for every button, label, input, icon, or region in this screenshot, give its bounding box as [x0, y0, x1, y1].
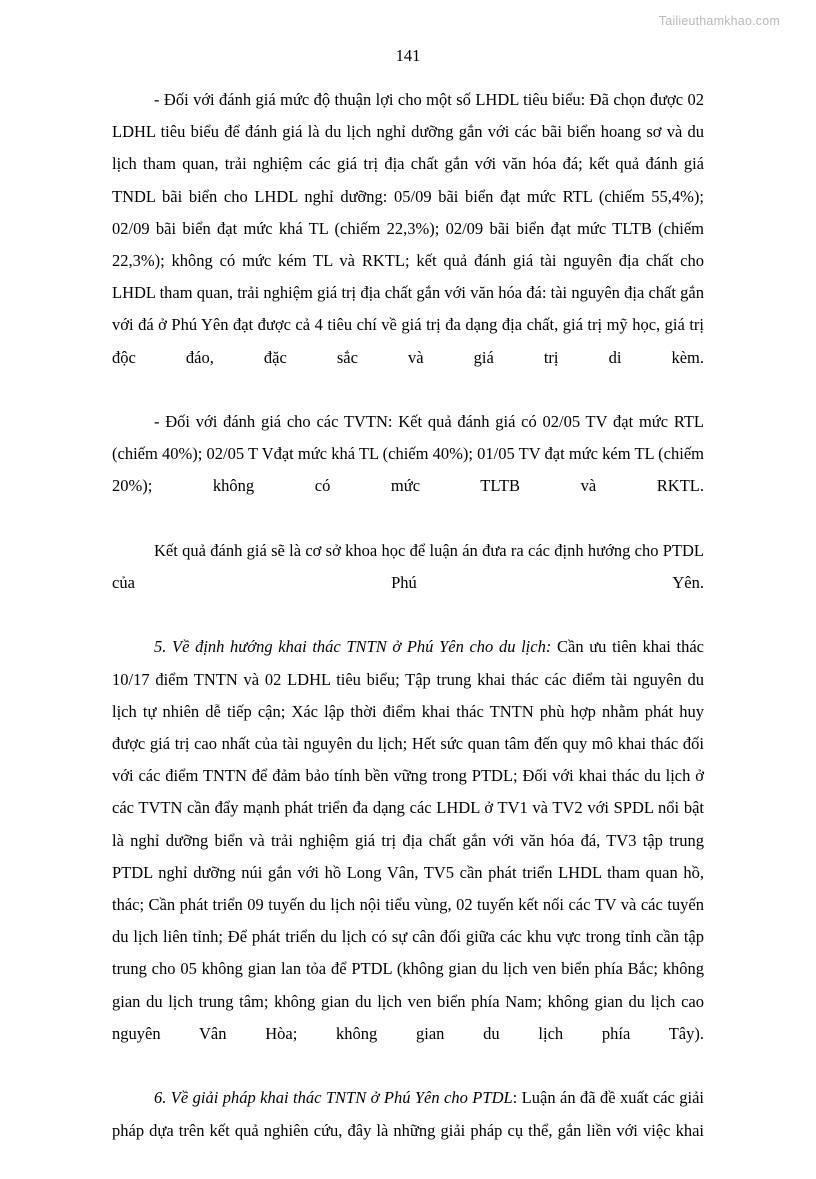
paragraph-2 [112, 406, 704, 535]
paragraph-1-text: - Đối với đánh giá mức độ thuận lợi cho một số LHDL tiêu biểu: Đã chọn được 02 LDHL tiêu biểu để đánh giá là du lịch nghỉ dưỡng gắn với các bãi biển hoang sơ và du lịch tham quan, trải nghiệm các giá trị địa chất gắn với văn hóa đá; kết quả đánh giá TNDL bãi biển cho LHDL nghỉ dưỡng: 05/09 bãi biển đạt mức RTL (chiếm 55,4%); 02/09 bãi biển đạt mức khá TL (chiếm 22,3%); 02/09 bãi biển đạt mức TLTB (chiếm 22,3%); không có mức kém TL và RKTL; kết quả đánh giá tài nguyên địa chất cho LHDL tham quan, trải nghiệm giá trị địa chất gắn với văn hóa đá: tài nguyên địa chất gắn với đá ở Phú Yên đạt được cả 4 tiêu chí về giá trị đa dạng địa chất, giá trị mỹ học, giá trị độc đáo, đặc sắc và giá trị di kèm. [112, 90, 704, 367]
watermark-text: Tailieuthamkhao.com [658, 14, 780, 28]
paragraph-4 [112, 631, 704, 1082]
paragraph-2-text: - Đối với đánh giá cho các TVTN: Kết quả đánh giá có 02/05 TV đạt mức RTL (chiếm 40%); 02/05 T Vđạt mức khá TL (chiếm 40%); 01/05 TV đạt mức kém TL (chiếm 20%); không có mức TLTB và RKTL. [112, 412, 704, 496]
page-body [112, 84, 704, 1179]
paragraph-3 [112, 535, 704, 632]
paragraph-4-text: Cần ưu tiên khai thác 10/17 điểm TNTN và 02 LDHL tiêu biểu; Tập trung khai thác các điểm tài nguyên du lịch tự nhiên dễ tiếp cận; Xác lập thời điểm khai thác TNTN phù hợp nhằm phát huy được giá trị cao nhất của tài nguyên du lịch; Hết sức quan tâm đến quy mô khai thác đối với các điểm TNTN để đảm bảo tính bền vững trong PTDL; Đối với khai thác du lịch ở các TVTN cần đẩy mạnh phát triển đa dạng các LHDL ở TV1 và TV2 với SPDL nổi bật là nghỉ dưỡng biển và trải nghiệm giá trị địa chất gắn với văn hóa đá, TV3 tập trung PTDL nghỉ dưỡng núi gắn với hồ Long Vân, TV5 cần phát triển LHDL tham quan hồ, thác; Cần phát triển 09 tuyến du lịch nội tiểu vùng, 02 tuyến kết nối các TV và các tuyến du lịch liên tỉnh; Để phát triển du lịch có sự cân đối giữa các khu vực trong tỉnh cần tập trung cho 05 không gian lan tỏa để PTDL (không gian du lịch ven biển phía Bắc; không gian du lịch trung tâm; không gian du lịch ven biển phía Nam; không gian du lịch cao nguyên Vân Hòa; không gian du lịch phía Tây). [112, 637, 704, 1043]
page-number: 141 [395, 46, 421, 65]
paragraph-5 [112, 1082, 704, 1179]
paragraph-3-text: Kết quả đánh giá sẽ là cơ sở khoa học để luận án đưa ra các định hướng cho PTDL của Phú Yên. [112, 540, 704, 593]
paragraph-1 [112, 84, 704, 406]
paragraph-5-lead: 6. Về giải pháp khai thác TNTN ở Phú Yên cho PTDL [154, 1088, 513, 1108]
paragraph-4-lead: 5. Về định hướng khai thác TNTN ở Phú Yên cho du lịch: [154, 637, 552, 657]
paragraph-5-text: : Luận án đã đề xuất các giải pháp dựa trên kết quả nghiên cứu, đây là những giải pháp cụ thể, gắn liền với việc khai [112, 1088, 705, 1140]
